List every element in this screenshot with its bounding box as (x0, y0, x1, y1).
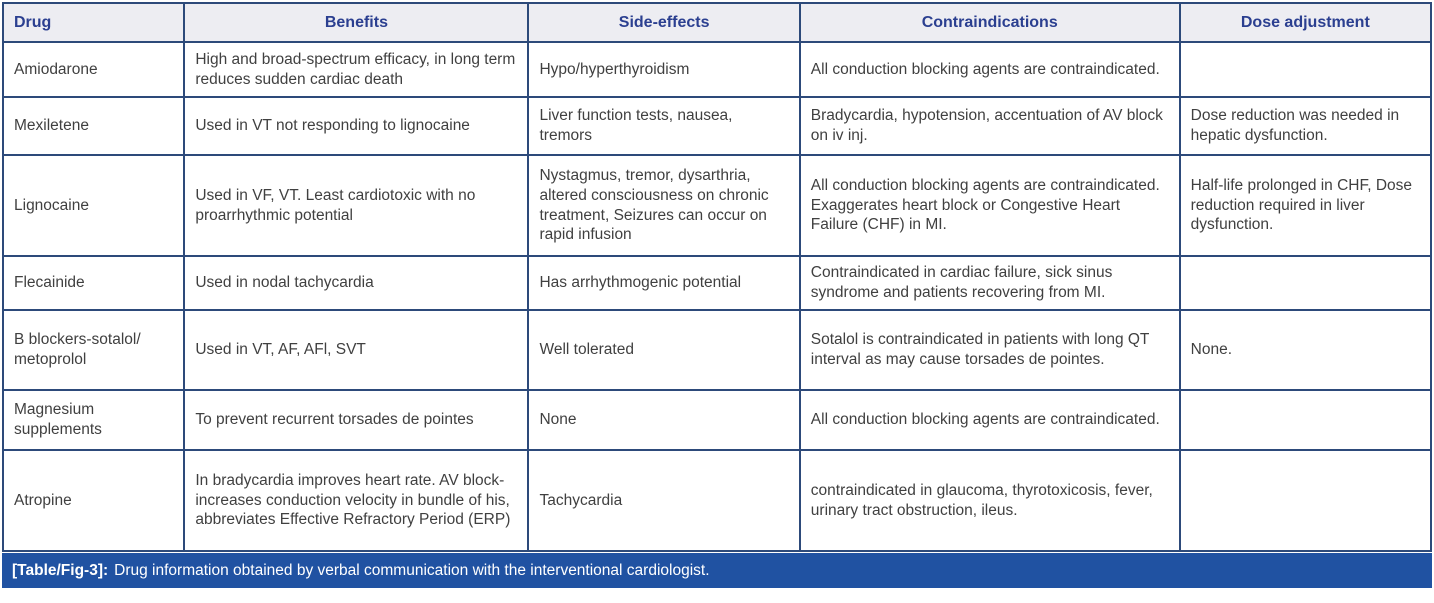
cell-dose_adjustment: None. (1180, 310, 1431, 390)
column-header-dose_adjustment: Dose adjustment (1180, 3, 1431, 42)
cell-dose_adjustment (1180, 450, 1431, 551)
cell-benefits: To prevent recurrent torsades de pointes (184, 390, 528, 450)
cell-dose_adjustment (1180, 42, 1431, 97)
drug-information-table (2, 2, 1432, 552)
column-header-contraindications: Contraindications (800, 3, 1180, 42)
cell-side_effects: Has arrhythmogenic potential (528, 256, 799, 310)
cell-drug: Lignocaine (3, 155, 184, 256)
cell-contraindications: All conduction blocking agents are contraindicated. Exaggerates heart block or Congestive Heart Failure (CHF) in MI. (800, 155, 1180, 256)
cell-benefits: Used in VF, VT. Least cardiotoxic with no proarrhythmic potential (184, 155, 528, 256)
cell-contraindications: Bradycardia, hypotension, accentuation of AV block on iv inj. (800, 97, 1180, 155)
table-caption (2, 553, 1432, 588)
cell-side_effects: Hypo/hyperthyroidism (528, 42, 799, 97)
table-row (3, 450, 1431, 551)
table-row (3, 310, 1431, 390)
header-row (3, 3, 1431, 42)
cell-contraindications: All conduction blocking agents are contraindicated. (800, 42, 1180, 97)
cell-benefits: Used in VT, AF, AFl, SVT (184, 310, 528, 390)
cell-dose_adjustment (1180, 390, 1431, 450)
column-header-side_effects: Side-effects (528, 3, 799, 42)
caption-label: [Table/Fig-3]: (12, 561, 109, 579)
cell-side_effects: Liver function tests, nausea, tremors (528, 97, 799, 155)
cell-contraindications: Sotalol is contraindicated in patients with long QT interval as may cause torsades de pointes. (800, 310, 1180, 390)
cell-contraindications: All conduction blocking agents are contraindicated. (800, 390, 1180, 450)
cell-drug: Flecainide (3, 256, 184, 310)
cell-side_effects: Nystagmus, tremor, dysarthria, altered consciousness on chronic treatment, Seizures can occur on rapid infusion (528, 155, 799, 256)
table-row (3, 155, 1431, 256)
cell-dose_adjustment (1180, 256, 1431, 310)
table-row (3, 256, 1431, 310)
cell-side_effects: None (528, 390, 799, 450)
cell-benefits: High and broad-spectrum efficacy, in long term reduces sudden cardiac death (184, 42, 528, 97)
cell-benefits: Used in VT not responding to lignocaine (184, 97, 528, 155)
table-row (3, 390, 1431, 450)
cell-drug: Amiodarone (3, 42, 184, 97)
table-row (3, 97, 1431, 155)
column-header-benefits: Benefits (184, 3, 528, 42)
column-header-drug: Drug (3, 3, 184, 42)
cell-side_effects: Tachycardia (528, 450, 799, 551)
cell-contraindications: Contraindicated in cardiac failure, sick sinus syndrome and patients recovering from MI. (800, 256, 1180, 310)
cell-dose_adjustment: Dose reduction was needed in hepatic dysfunction. (1180, 97, 1431, 155)
cell-drug: Mexiletene (3, 97, 184, 155)
cell-side_effects: Well tolerated (528, 310, 799, 390)
cell-dose_adjustment: Half-life prolonged in CHF, Dose reduction required in liver dysfunction. (1180, 155, 1431, 256)
cell-benefits: Used in nodal tachycardia (184, 256, 528, 310)
table-row (3, 42, 1431, 97)
cell-contraindications: contraindicated in glaucoma, thyrotoxicosis, fever, urinary tract obstruction, ileus. (800, 450, 1180, 551)
cell-drug: Magnesium supplements (3, 390, 184, 450)
cell-benefits: In bradycardia improves heart rate. AV block-increases conduction velocity in bundle of his, abbreviates Effective Refractory Period (ERP) (184, 450, 528, 551)
cell-drug: Atropine (3, 450, 184, 551)
cell-drug: B blockers-sotalol/ metoprolol (3, 310, 184, 390)
caption-text: Drug information obtained by verbal communication with the interventional cardiologist. (114, 561, 710, 579)
